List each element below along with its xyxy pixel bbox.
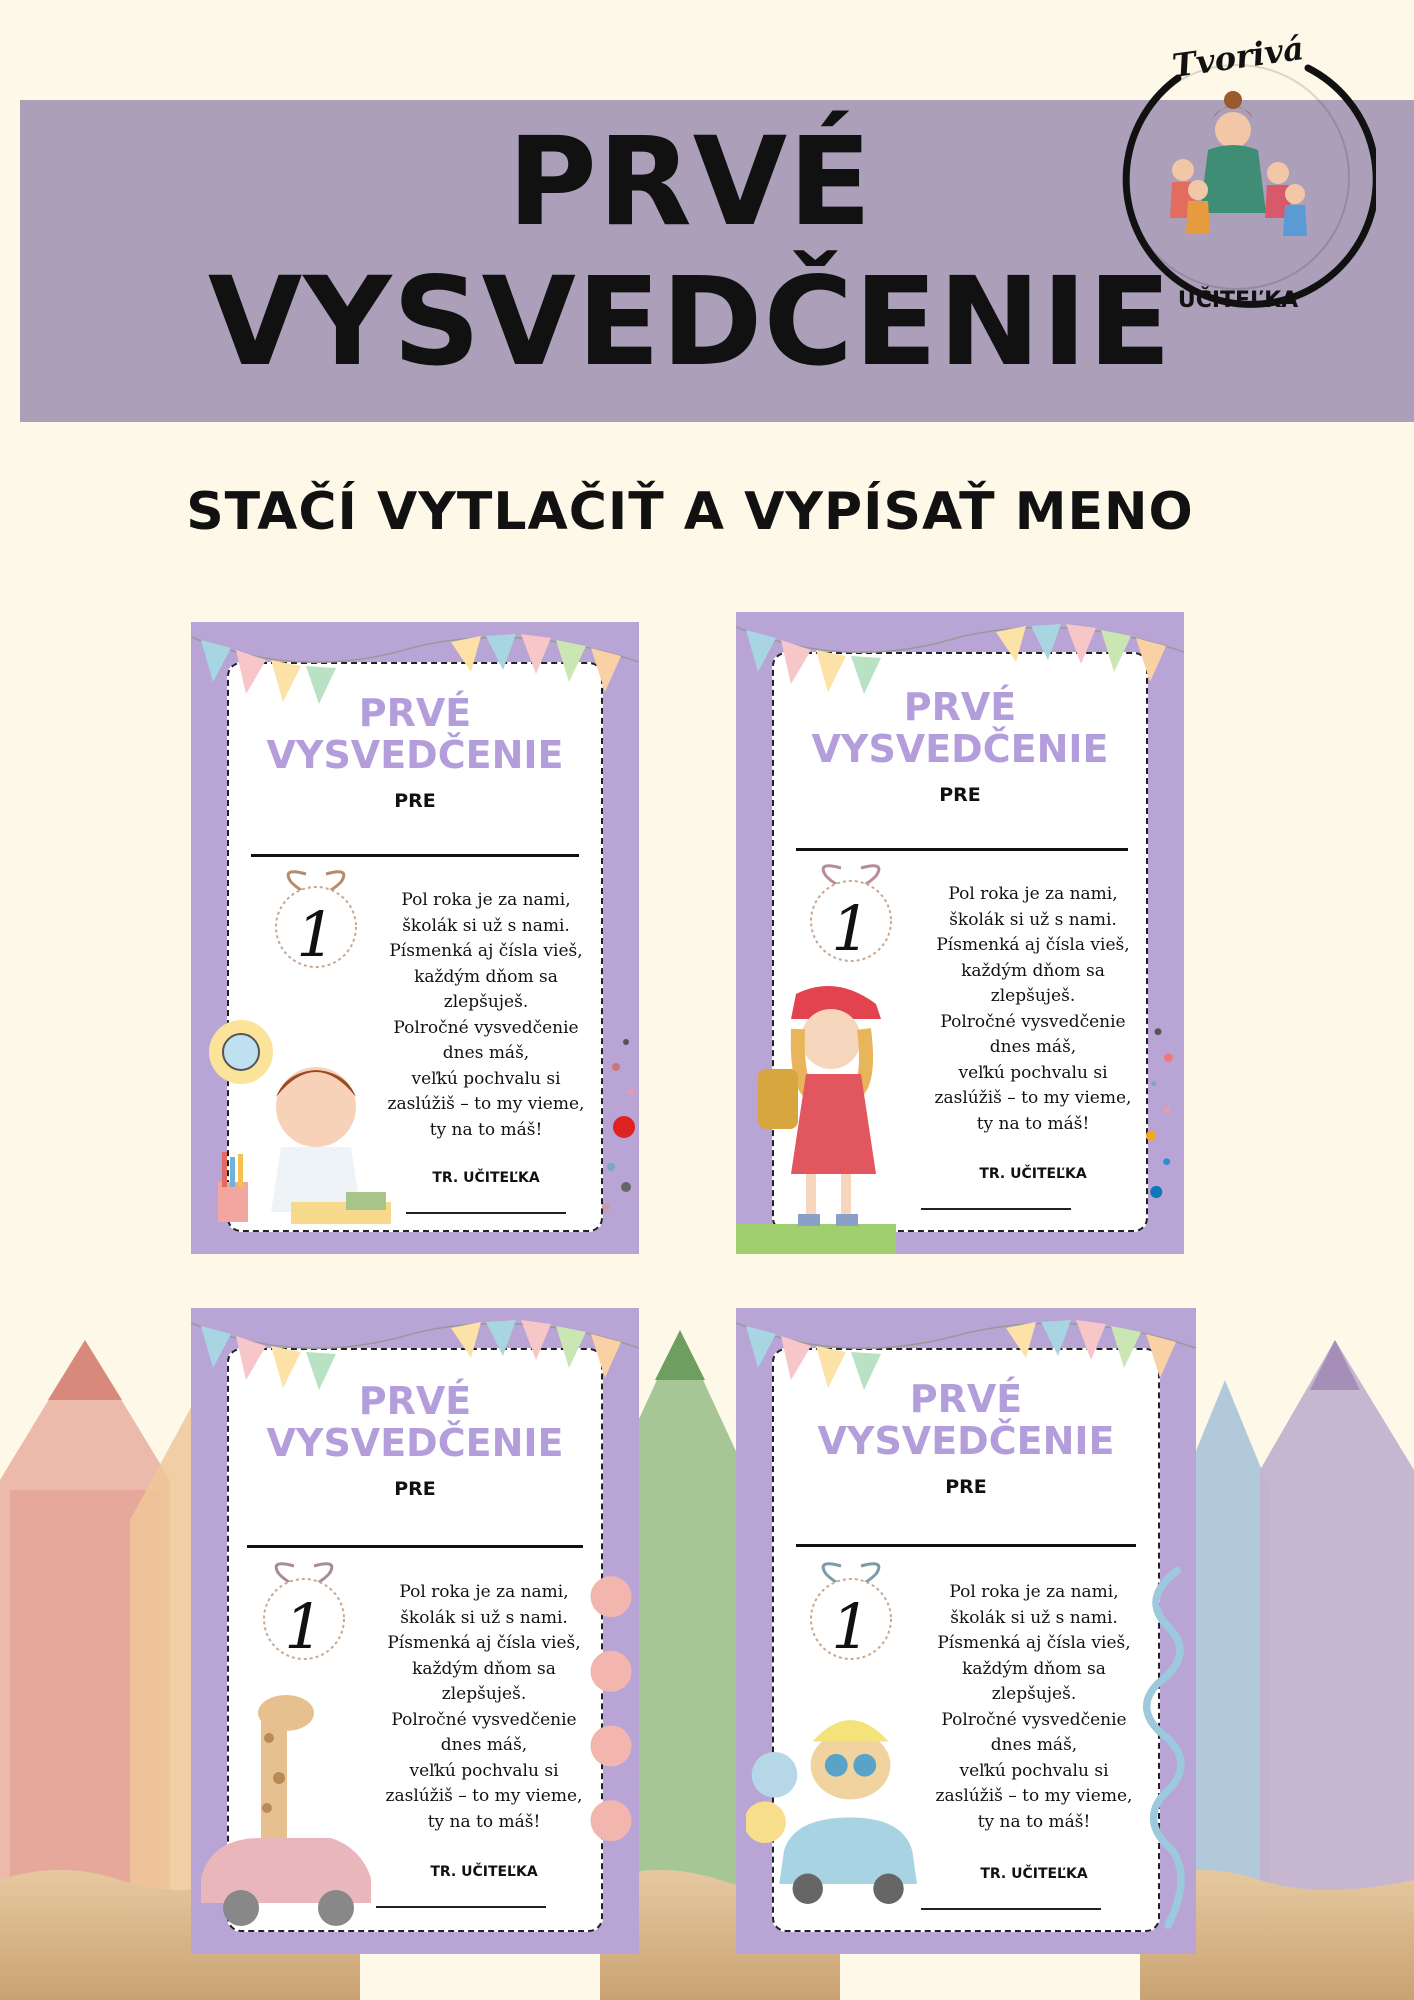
poem-line: ty na to máš! [427,1811,541,1832]
name-line [251,854,579,857]
poem-line: Pol roka je za nami, [949,1582,1119,1602]
certificate-card [191,1308,639,1954]
card-pre-label: PRE [939,784,981,806]
signature-label: TR. UČITEĽKA [979,1166,1087,1182]
poem-line: každým dňom sa [412,1658,556,1679]
poem-line: Pol roka je za nami, [401,890,571,910]
balloons-icon [583,1558,639,1878]
poem-line: dnes máš, [990,1735,1078,1755]
giraffe-driving-car-icon [746,1688,936,1928]
name-line [247,1545,583,1548]
certificate-card [191,622,639,1254]
poem-line: dnes máš, [440,1735,528,1755]
poem-line: ty na to máš! [976,1113,1090,1134]
giraffe-in-car-icon [191,1688,391,1938]
page-title-line2: VYSVEDČENIE [207,251,1173,393]
card-title-line2: VYSVEDČENIE [266,733,564,777]
poem-line: Polročné vysvedčenie [941,1709,1127,1730]
poem-line: zaslúžiš – to my vieme, [385,1786,583,1806]
subtitle: STAČÍ VYTLAČIŤ A VYPÍSAŤ MENO [186,482,1194,542]
poem-line: Pol roka je za nami, [399,1582,569,1602]
poem-line: ty na to máš! [977,1811,1091,1832]
poem-line: veľkú pochvalu si [959,1760,1109,1781]
name-line [796,848,1128,851]
poem-line: Písmenká aj čísla vieš, [389,941,583,961]
card-title-line2: VYSVEDČENIE [811,727,1109,771]
signature-line [921,1908,1101,1910]
name-line [796,1544,1136,1547]
poem-line: veľkú pochvalu si [411,1068,561,1089]
poem-line: školák si už s nami. [950,1607,1118,1628]
logo-badge-icon [1098,38,1376,316]
girl-with-backpack-icon [736,974,896,1254]
card-title-line2: VYSVEDČENIE [266,1421,564,1465]
poem-line: Polročné vysvedčenie [391,1709,577,1730]
swirl-ribbon-icon [1140,1558,1196,1938]
badge-number: 1 [296,898,336,971]
poem-line: Písmenká aj čísla vieš, [387,1633,581,1653]
poem-line: veľkú pochvalu si [409,1760,559,1781]
certificate-card [736,612,1184,1254]
poem-line: zlepšuješ. [991,1684,1077,1704]
confetti-dots-icon [586,1022,646,1222]
card-title-line1: PRVÉ [358,691,472,735]
poem-line: zaslúžiš – to my vieme, [935,1786,1133,1806]
poem-line: školák si už s nami. [400,1607,568,1628]
card-title [191,1380,639,1464]
poem-line: každým dňom sa [414,966,558,987]
poem [369,1580,599,1835]
badge-number: 1 [831,1590,871,1663]
card-title [191,692,639,776]
card-title-line1: PRVÉ [909,1377,1023,1421]
card-title [736,1378,1196,1462]
logo-text-bottom: UČITEĽKA [1177,288,1299,313]
poem-line: zlepšuješ. [443,992,529,1012]
card-title [736,686,1184,770]
card-pre-label: PRE [394,1478,436,1500]
poem-line: ty na to máš! [429,1119,543,1140]
signature-label: TR. UČITEĽKA [430,1864,538,1880]
poem-line: školák si už s nami. [402,915,570,936]
logo-text-top: Tvorivá [1169,28,1307,86]
card-title-line2: VYSVEDČENIE [817,1419,1115,1463]
poem-line: každým dňom sa [962,1658,1106,1679]
poem-line: zlepšuješ. [990,986,1076,1006]
boy-reading-icon [196,1012,396,1232]
signature-line [376,1906,546,1908]
confetti-dots-icon [1132,1004,1184,1224]
signature-label: TR. UČITEĽKA [980,1866,1088,1882]
card-pre-label: PRE [394,790,436,812]
badge-number: 1 [831,892,871,965]
poem-line: veľkú pochvalu si [958,1062,1108,1083]
poem-line: Pol roka je za nami, [948,884,1118,904]
poem [371,888,601,1143]
card-title-line1: PRVÉ [358,1379,472,1423]
poem-line: dnes máš, [442,1043,530,1063]
poem-line: Polročné vysvedčenie [940,1011,1126,1032]
poem-line: každým dňom sa [961,960,1105,981]
poem-line: dnes máš, [989,1037,1077,1057]
certificate-card [736,1308,1196,1954]
poem-line: Písmenká aj čísla vieš, [937,1633,1131,1653]
signature-line [921,1208,1071,1210]
poem [914,1580,1154,1835]
poem-line: školák si už s nami. [949,909,1117,930]
poem-line: Písmenká aj čísla vieš, [936,935,1130,955]
signature-line [406,1212,566,1214]
card-title-line1: PRVÉ [903,685,1017,729]
poem-line: zlepšuješ. [441,1684,527,1704]
card-pre-label: PRE [945,1476,987,1498]
poem-line: zaslúžiš – to my vieme, [934,1088,1132,1108]
page-title-line1: PRVÉ [507,111,873,253]
poem [918,882,1148,1137]
signature-label: TR. UČITEĽKA [432,1170,540,1186]
poem-line: zaslúžiš – to my vieme, [387,1094,585,1114]
badge-number: 1 [284,1590,324,1663]
poem-line: Polročné vysvedčenie [393,1017,579,1038]
logo [1098,28,1376,316]
